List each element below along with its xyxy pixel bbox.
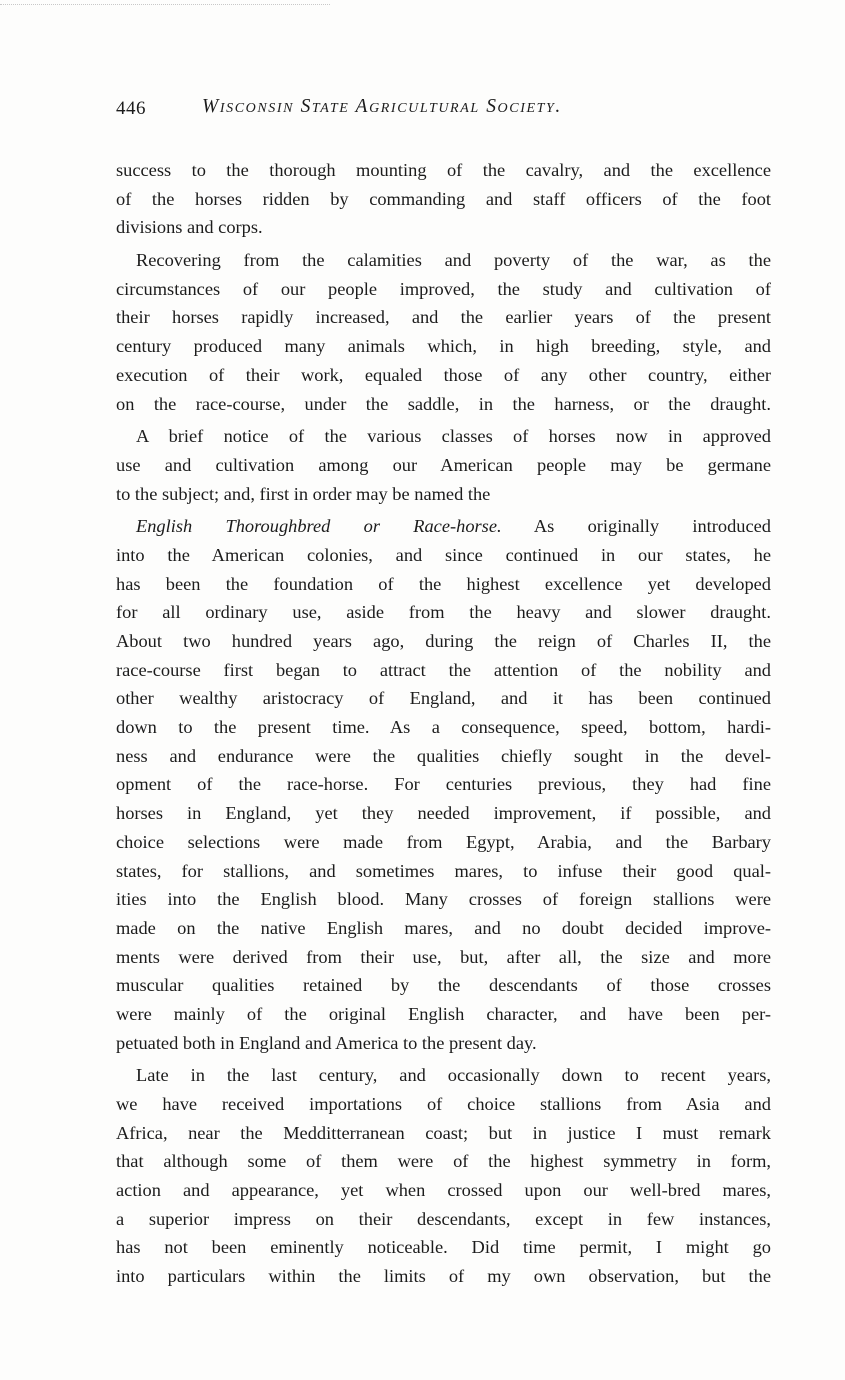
text-line: on the race-course, under the saddle, in the harness, or the draught. xyxy=(116,393,771,414)
text-line: of the horses ridden by commanding and staff officers of the foot xyxy=(116,188,771,209)
text-line: race-course first began to attract the attention of the nobility and xyxy=(116,659,771,680)
text-line: century produced many animals which, in high breeding, style, and xyxy=(116,336,771,357)
text-line xyxy=(116,512,771,541)
text-line: use and cultivation among our American people may be germane xyxy=(116,454,771,475)
scan-edge-rule xyxy=(0,4,330,5)
text-line: Africa, near the Medditterranean coast; but in justice I must remark xyxy=(116,1122,771,1143)
text-line: down to the present time. As a consequence, speed, bottom, hardi- xyxy=(116,717,771,738)
text-line: About two hundred years ago, during the reign of Charles II, the xyxy=(116,631,771,651)
text-line: A brief notice of the various classes of horses now in approved xyxy=(136,426,771,447)
text-line: petuated both in England and America to the present day. xyxy=(116,1032,537,1053)
text-line: divisions and corps. xyxy=(116,217,263,238)
running-title: Wisconsin State Agricultural Society. xyxy=(202,96,562,117)
text-line: into particulars within the limits of my own observation, but the xyxy=(116,1266,771,1287)
text-line: states, for stallions, and sometimes mares, to infuse their good qual- xyxy=(116,860,771,881)
text-line: has not been eminently noticeable. Did time permit, I might go xyxy=(116,1237,771,1258)
paragraph xyxy=(116,512,771,1057)
text-line: other wealthy aristocracy of England, and it has been continued xyxy=(116,688,771,709)
paragraph xyxy=(116,156,771,242)
text-line: success to the thorough mounting of the cavalry, and the excellence xyxy=(116,160,771,180)
text-line: execution of their work, equaled those of any other country, either xyxy=(116,364,771,385)
text-line: their horses rapidly increased, and the earlier years of the present xyxy=(116,307,771,328)
text-line: has been the foundation of the highest excellence yet developed xyxy=(116,573,771,594)
text-line: made on the native English mares, and no doubt decided improve- xyxy=(116,917,771,938)
text-line: Late in the last century, and occasionally down to recent years, xyxy=(136,1065,771,1086)
text-line: action and appearance, yet when crossed upon our well-bred mares, xyxy=(116,1180,771,1201)
text-line: circumstances of our people improved, the study and cultivation of xyxy=(116,278,771,299)
page-number: 446 xyxy=(116,98,146,119)
text-line: a superior impress on their descendants, except in few instances, xyxy=(116,1208,771,1229)
paragraph xyxy=(116,246,771,418)
text-line: that although some of them were of the highest symmetry in form, xyxy=(116,1151,771,1172)
text-line: ities into the English blood. Many crosses of foreign stallions were xyxy=(116,889,771,910)
body-text xyxy=(116,156,771,1295)
section-lead-text: As originally introduced xyxy=(501,516,771,537)
text-line: opment of the race-horse. For centuries previous, they had fine xyxy=(116,774,771,795)
text-line: Recovering from the calamities and poverty of the war, as the xyxy=(136,250,771,271)
page-header xyxy=(116,96,776,128)
text-line: ments were derived from their use, but, after all, the size and more xyxy=(116,946,771,967)
text-line: to the subject; and, first in order may be named the xyxy=(116,483,491,504)
text-line: were mainly of the original English character, and have been per- xyxy=(116,1003,771,1024)
text-line: ness and endurance were the qualities chiefly sought in the devel- xyxy=(116,745,771,766)
text-line: into the American colonies, and since continued in our states, he xyxy=(116,544,771,565)
text-line: we have received importations of choice stallions from Asia and xyxy=(116,1094,771,1114)
text-line: choice selections were made from Egypt, Arabia, and the Barbary xyxy=(116,831,771,852)
text-line: muscular qualities retained by the descendants of those crosses xyxy=(116,975,771,996)
text-line: for all ordinary use, aside from the heavy and slower draught. xyxy=(116,602,771,623)
section-lead-italic: English Thoroughbred or Race-horse. xyxy=(136,516,502,537)
paragraph xyxy=(116,1061,771,1291)
text-line: horses in England, yet they needed improvement, if possible, and xyxy=(116,803,771,824)
paragraph xyxy=(116,422,771,508)
